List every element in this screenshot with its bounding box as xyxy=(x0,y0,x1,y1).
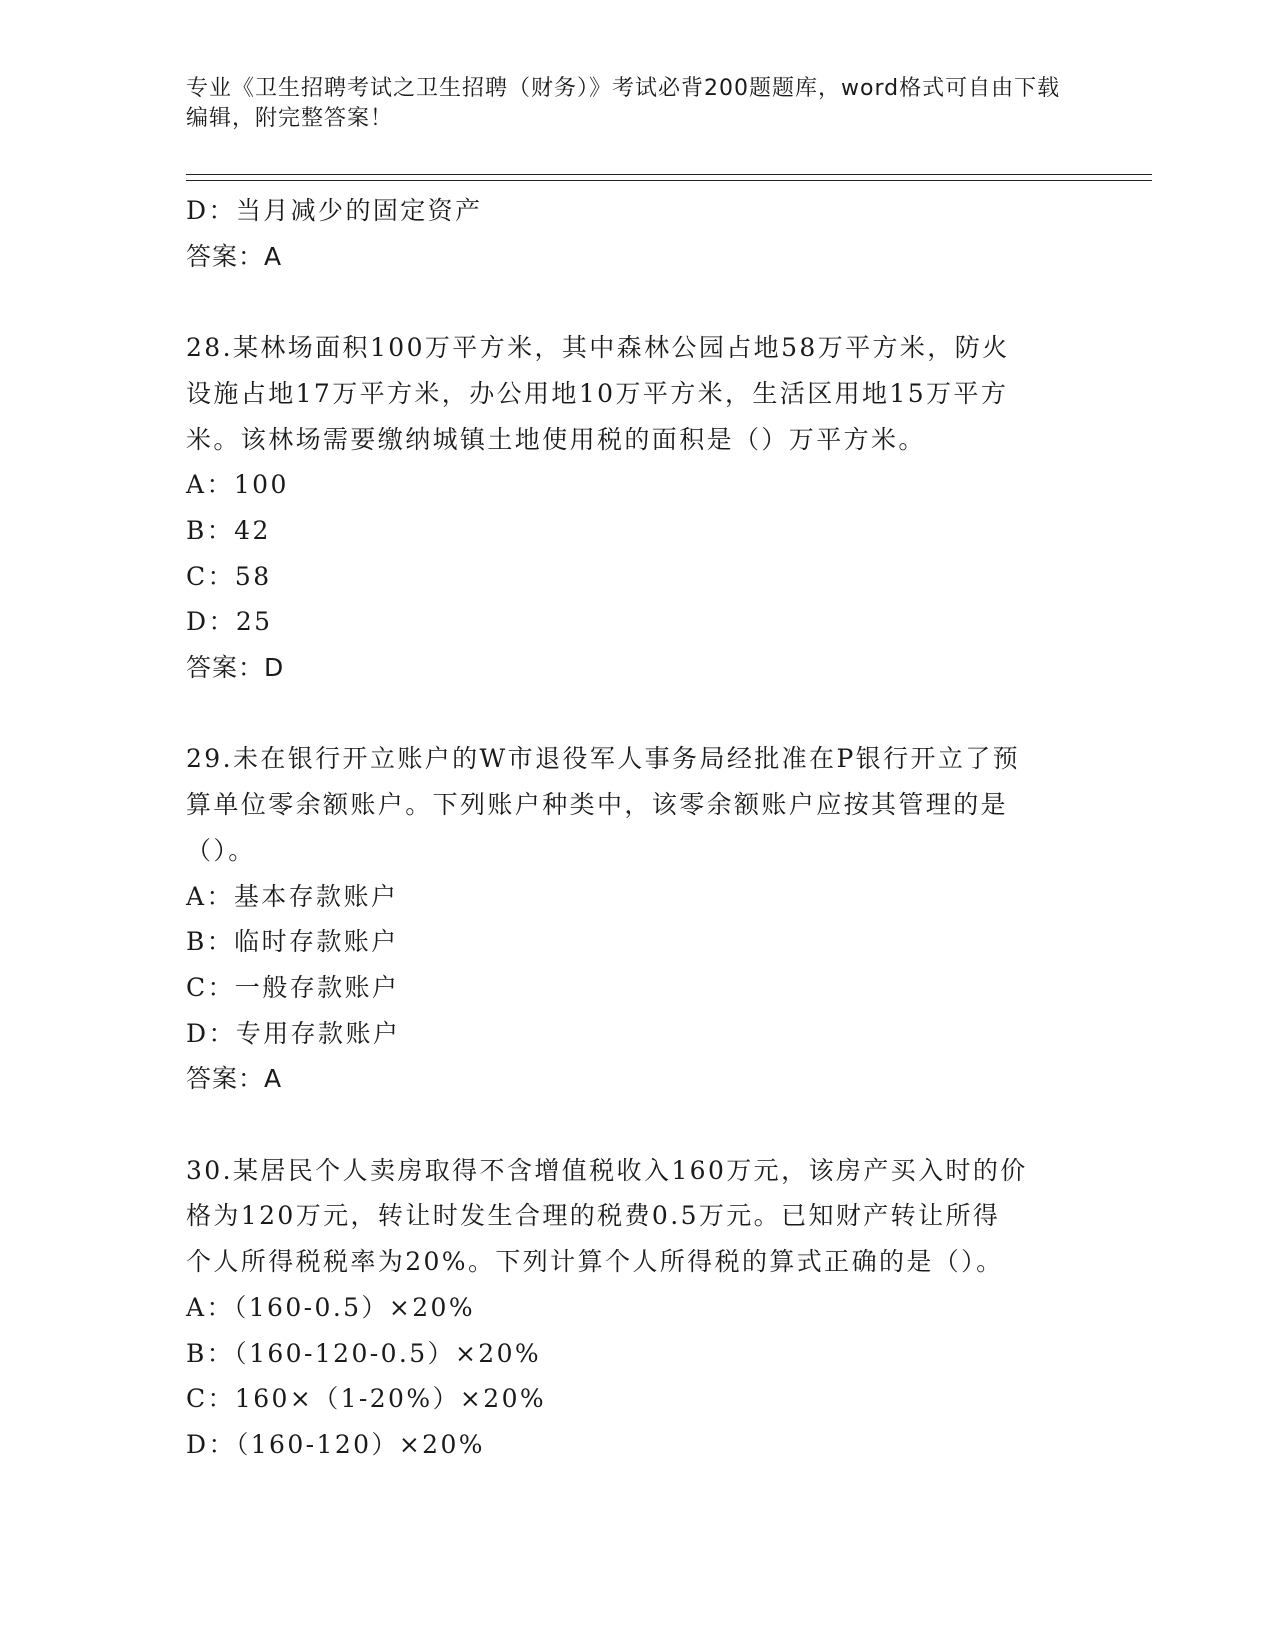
option-d: D：专用存款账户 xyxy=(186,1018,401,1048)
spacer xyxy=(186,279,1076,325)
document-header: 专业《卫生招聘考试之卫生招聘（财务）》考试必背200题题库，word格式可自由下载编辑，附完整答案！ xyxy=(186,76,1061,131)
header-rule-top xyxy=(186,174,1152,175)
question-stem-line: 30.某居民个人卖房取得不含增值税收入160万元，该房产买入时的价 xyxy=(186,1155,1028,1185)
header-rule-bottom xyxy=(186,180,1152,181)
option-c: C：58 xyxy=(186,561,272,591)
question-stem-line: （）。 xyxy=(186,835,256,865)
option-b: B：临时存款账户 xyxy=(186,927,399,957)
option-b: B：（160-120-0.5）×20% xyxy=(186,1338,542,1368)
option-a: A：（160-0.5）×20% xyxy=(186,1292,475,1322)
question-stem-line: 算单位零余额账户。下列账户种类中，该零余额账户应按其管理的是 xyxy=(186,790,1009,820)
question-30 xyxy=(186,1148,1076,1468)
question-28 xyxy=(186,325,1076,691)
question-stem-line: 设施占地17万平方米，办公用地10万平方米，生活区用地15万平方 xyxy=(186,378,1009,408)
option-c: C：160×（1-20%）×20% xyxy=(186,1384,547,1414)
question-stem-line: 29.未在银行开立账户的W市退役军人事务局经批准在P银行开立了预 xyxy=(186,744,1021,774)
question-29 xyxy=(186,736,1076,1102)
question-list xyxy=(186,188,1076,1468)
option-d: D：25 xyxy=(186,607,273,637)
question-stem-line: 米。该林场需要缴纳城镇土地使用税的面积是（）万平方米。 xyxy=(186,424,926,454)
option-a: A：100 xyxy=(186,470,289,500)
spacer xyxy=(186,691,1076,737)
answer: 答案：D xyxy=(186,653,285,683)
option-b: B：42 xyxy=(186,515,271,545)
question-stem-line: 格为120万元，转让时发生合理的税费0.5万元。已知财产转让所得 xyxy=(186,1201,1001,1231)
option-c: C：一般存款账户 xyxy=(186,972,400,1002)
question-stem-line: 28.某林场面积100万平方米，其中森林公园占地58万平方米，防火 xyxy=(186,333,1010,363)
prev-option-d: D：当月减少的固定资产 xyxy=(186,196,483,225)
option-d: D：（160-120）×20% xyxy=(186,1429,485,1459)
question-stem-line: 个人所得税税率为20%。下列计算个人所得税的算式正确的是（）。 xyxy=(186,1247,1004,1277)
prev-answer: 答案：A xyxy=(186,241,283,271)
answer: 答案：A xyxy=(186,1064,283,1094)
spacer xyxy=(186,1102,1076,1148)
option-a: A：基本存款账户 xyxy=(186,881,399,911)
